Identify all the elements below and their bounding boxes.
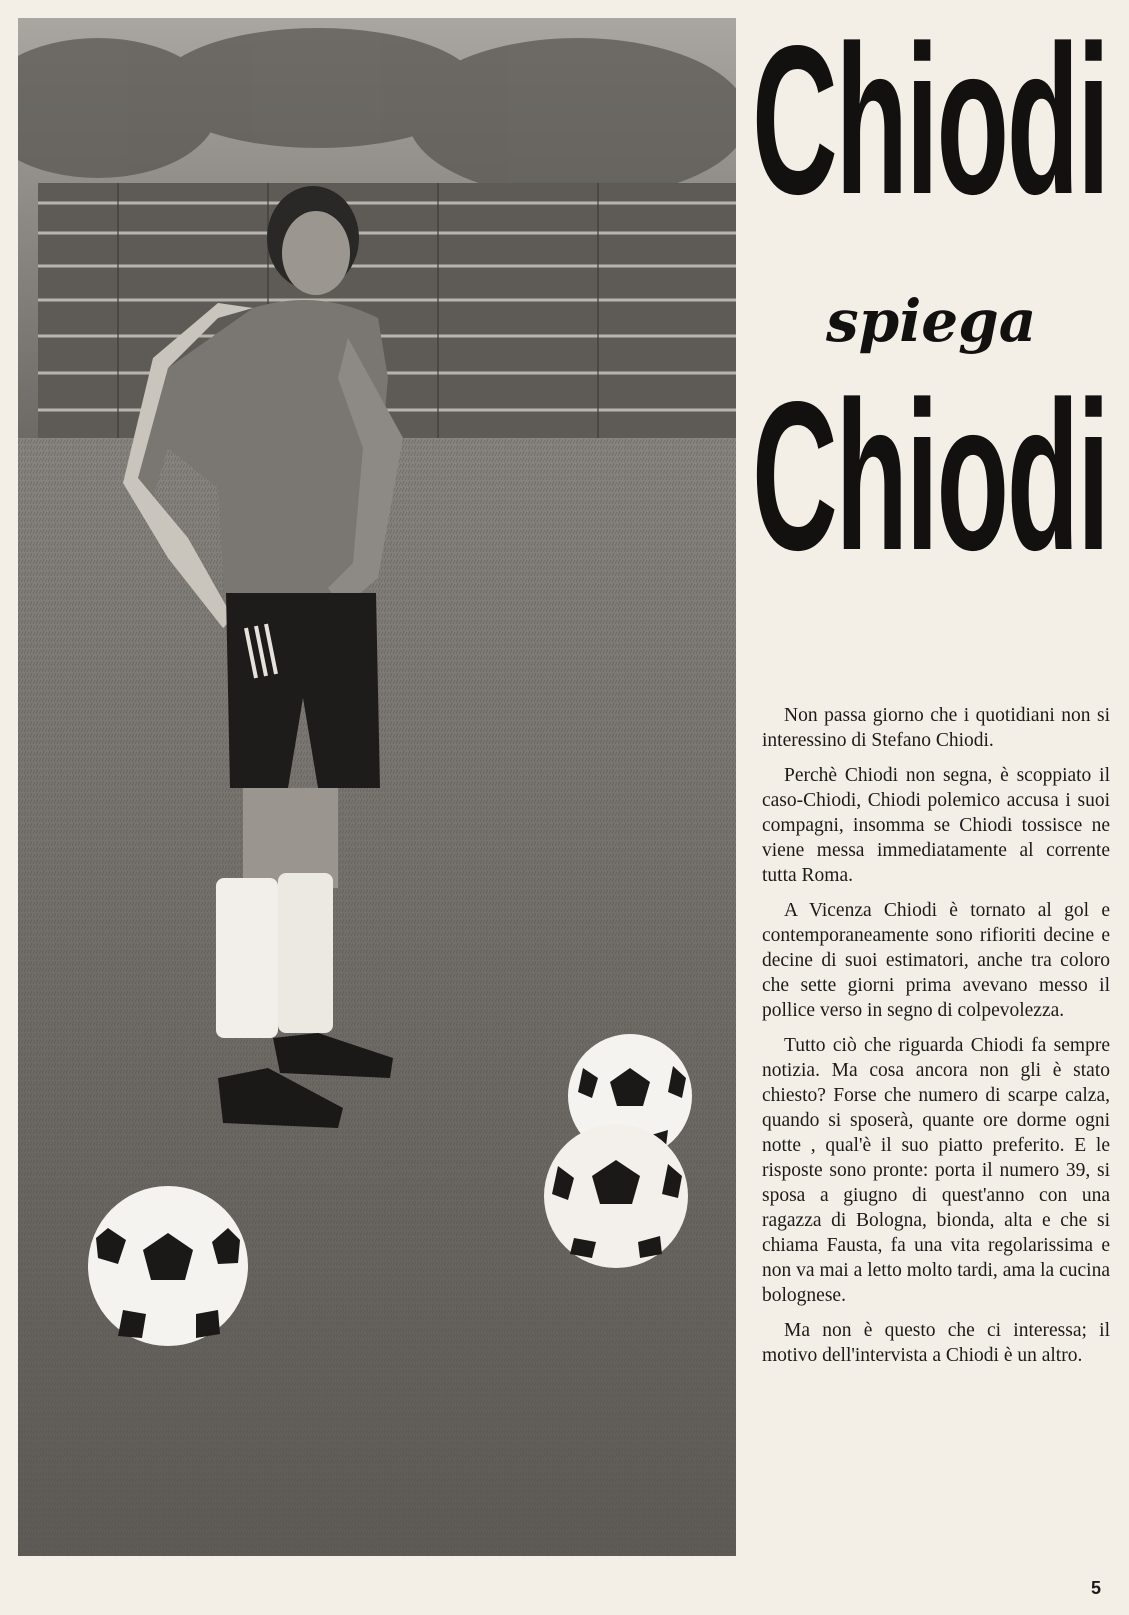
article-paragraph: Perchè Chiodi non segna, è scoppiato il caso-Chiodi, Chiodi polemico accusa i suoi compagni, insomma se Chiodi tossisce ne viene messa immediatamente al corrente tutta Roma. [762,765,1110,886]
headline-line-1: Chiodi [752,1,1108,238]
article-paragraph: A Vicenza Chiodi è tornato al gol e contemporaneamente sono rifioriti decine e decine di suoi estimatori, anche tra coloro che sette giorni prima avevano messo il pollice verso in segno di colpevolezza. [762,900,1110,1021]
page-number: 5 [1090,1578,1101,1598]
article-paragraph: Ma non è questo che ci interessa; il motivo dell'intervista a Chiodi è un altro. [762,1320,1110,1366]
article-paragraph: Tutto ciò che riguarda Chiodi fa sempre notizia. Ma cosa ancora non gli è stato chiesto? Forse che numero di scarpe calza, quando si sposerà, quante ore dorme ogni notte , qual'è il suo piatto preferito. E le risposte sono pronte: porta il numero 39, si sposa a giugno di quest'anno con una ragazza di Bologna, bionda, alta e che si chiama Fausta, fa una vita regolarissima e non va mai a letto molto tardi, ama la cucina bolognese. [762,1035,1110,1306]
headline-line-3: Chiodi [752,357,1108,594]
article-paragraph: Non passa giorno che i quotidiani non si interessino di Stefano Chiodi. [762,705,1110,751]
article-body [762,703,1110,1378]
headline-line-2: spiega [826,287,1037,355]
player-photo [18,18,736,1556]
player-photo-illustration [18,18,736,1556]
ball-bottom-right [544,1124,688,1268]
ball-left [88,1186,248,1346]
